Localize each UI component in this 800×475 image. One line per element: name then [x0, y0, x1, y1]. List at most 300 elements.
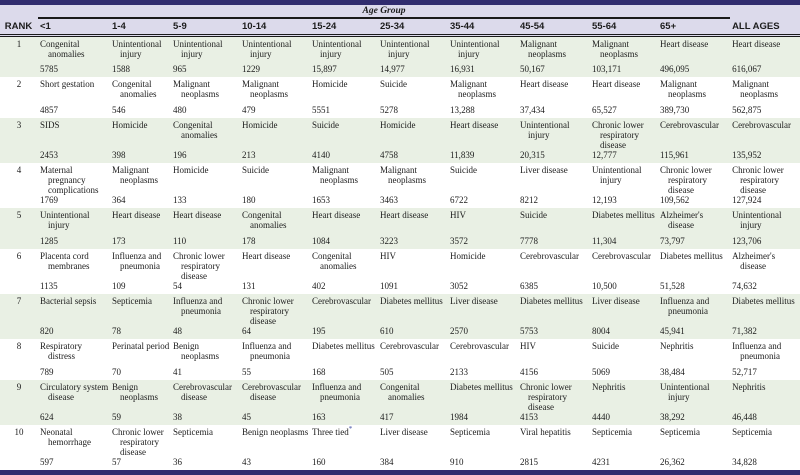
death-count: 64 — [242, 325, 251, 336]
cause-cell — [378, 118, 448, 163]
cause-label: Congenital anomalies — [242, 209, 287, 230]
cause-label: Benign neoplasms — [112, 381, 158, 402]
cause-label: Homicide — [312, 78, 348, 89]
death-count: 71,382 — [732, 325, 757, 336]
cause-cell — [378, 36, 448, 77]
cause-label: Suicide — [380, 78, 407, 89]
cause-cell — [658, 208, 730, 249]
cause-label: Unintentional injury — [520, 119, 570, 140]
death-count: 213 — [242, 149, 256, 160]
cause-label: Septicemia — [592, 426, 632, 437]
column-header-10-14: 10-14 — [240, 18, 310, 36]
cause-label: Heart disease — [380, 209, 429, 220]
death-count: 110 — [173, 235, 187, 246]
death-count: 1091 — [380, 280, 398, 291]
cause-cell — [171, 380, 240, 425]
cause-cell — [730, 163, 800, 208]
cause-label: Benign neoplasms — [242, 426, 309, 437]
cause-label: Unintentional injury — [732, 209, 782, 230]
death-count: 178 — [242, 235, 256, 246]
cause-label: Cerebrovascular disease — [242, 381, 301, 402]
cause-cell — [590, 425, 658, 470]
column-header-25-34: 25-34 — [378, 18, 448, 36]
cause-cell — [38, 36, 110, 77]
cause-cell — [171, 208, 240, 249]
death-count: 3223 — [380, 235, 398, 246]
cause-label: Influenza and pneumonia — [173, 295, 223, 316]
death-count: 1135 — [40, 280, 58, 291]
cause-cell — [448, 118, 518, 163]
age-group-title: Age Group — [38, 5, 730, 18]
cause-label: Homicide — [450, 250, 486, 261]
death-count: 610 — [380, 325, 394, 336]
cause-cell — [38, 380, 110, 425]
death-count: 73,797 — [660, 235, 685, 246]
cause-label: Heart disease — [112, 209, 161, 220]
cause-cell — [448, 36, 518, 77]
cause-label: Viral hepatitis — [520, 426, 571, 437]
cause-label: Heart disease — [173, 209, 222, 220]
cause-cell — [378, 163, 448, 208]
cause-label: Nephritis — [732, 381, 766, 392]
cause-label: Congenital anomalies — [380, 381, 425, 402]
column-header-rank: RANK — [0, 18, 38, 36]
column-header-all-ages: ALL AGES — [730, 18, 800, 36]
cause-cell — [310, 163, 378, 208]
cause-cell — [310, 118, 378, 163]
cause-label: Influenza and pneumonia — [312, 381, 362, 402]
death-count: 479 — [242, 104, 256, 115]
death-count: 505 — [380, 366, 394, 377]
death-count: 131 — [242, 280, 256, 291]
cause-label: Perinatal period — [112, 340, 170, 351]
death-count: 6722 — [450, 194, 468, 205]
death-count: 45,941 — [660, 325, 685, 336]
cause-label: Congenital anomalies — [40, 39, 85, 59]
cause-cell — [518, 208, 590, 249]
cause-label: Suicide — [520, 209, 547, 220]
cause-label: Unintentional injury — [242, 39, 292, 59]
cause-label: Malignant neoplasms — [732, 78, 779, 99]
rank-number: 1 — [0, 36, 38, 77]
cause-cell — [658, 77, 730, 118]
cause-label: Cerebrovascular disease — [173, 381, 232, 402]
cause-label: Cerebrovascular — [520, 250, 579, 261]
table-row — [0, 36, 800, 77]
cause-cell — [518, 425, 590, 470]
death-count: 20,315 — [520, 149, 545, 160]
death-count: 10,500 — [592, 280, 617, 291]
cause-label: Chronic lower respiratory disease — [592, 119, 644, 150]
cause-label: Homicide — [380, 119, 416, 130]
table-row — [0, 380, 800, 425]
age-group-row — [0, 5, 800, 18]
cause-cell — [518, 77, 590, 118]
death-count: 123,706 — [732, 235, 762, 246]
column-header-under-1: <1 — [38, 18, 110, 36]
cause-label: Influenza and pneumonia — [112, 250, 162, 271]
cause-cell — [171, 339, 240, 380]
death-count: 2133 — [450, 366, 468, 377]
death-count: 389,730 — [660, 104, 690, 115]
death-count: 57 — [112, 456, 121, 467]
death-count: 59 — [112, 411, 121, 422]
death-count: 820 — [40, 325, 54, 336]
death-count: 26,362 — [660, 456, 685, 467]
cause-cell — [448, 380, 518, 425]
cause-label: Influenza and pneumonia — [242, 340, 292, 361]
cause-cell — [110, 118, 171, 163]
cause-label: SIDS — [40, 119, 60, 130]
cause-label: Suicide — [592, 340, 619, 351]
death-count: 109,562 — [660, 194, 690, 205]
cause-label: Influenza and pneumonia — [660, 295, 710, 316]
cause-label: Unintentional injury — [40, 209, 90, 230]
cause-label: Congenital anomalies — [312, 250, 357, 271]
table-body — [0, 36, 800, 470]
cause-cell — [110, 77, 171, 118]
death-count: 50,167 — [520, 63, 545, 74]
cause-cell — [310, 249, 378, 294]
cause-label: HIV — [520, 340, 536, 351]
cause-cell — [590, 118, 658, 163]
cause-label: Nephritis — [660, 340, 694, 351]
cause-label: Short gestation — [40, 78, 95, 89]
death-count: 2570 — [450, 325, 468, 336]
cause-cell — [448, 249, 518, 294]
death-count: 789 — [40, 366, 54, 377]
cause-label: Malignant neoplasms — [592, 39, 638, 59]
cause-label: Cerebrovascular — [450, 340, 509, 351]
death-count: 3572 — [450, 235, 468, 246]
cause-label: Septicemia — [173, 426, 213, 437]
cause-label: Chronic lower respiratory disease — [242, 295, 294, 326]
cause-cell — [110, 425, 171, 470]
cause-cell — [518, 339, 590, 380]
death-count: 14,977 — [380, 63, 405, 74]
cause-cell — [730, 339, 800, 380]
cause-cell — [378, 77, 448, 118]
cause-label: Malignant neoplasms — [520, 39, 566, 59]
death-count: 13,288 — [450, 104, 475, 115]
death-count: 364 — [112, 194, 126, 205]
cause-cell — [590, 77, 658, 118]
cause-cell — [171, 77, 240, 118]
death-count: 5785 — [40, 63, 58, 74]
death-count: 65,527 — [592, 104, 617, 115]
cause-label: Malignant neoplasms — [450, 78, 496, 99]
cause-cell — [171, 163, 240, 208]
death-count: 45 — [242, 411, 251, 422]
death-count: 11,304 — [592, 235, 617, 246]
cause-cell — [658, 36, 730, 77]
death-count: 36 — [173, 456, 182, 467]
cause-label: Malignant neoplasms — [112, 164, 158, 185]
column-header-45-54: 45-54 — [518, 18, 590, 36]
cause-cell — [240, 118, 310, 163]
cause-label: Homicide — [242, 119, 278, 130]
footnote-marker: * — [348, 424, 353, 433]
cause-cell — [518, 118, 590, 163]
cause-cell — [658, 163, 730, 208]
death-count: 16,931 — [450, 63, 475, 74]
cause-label: Bacterial sepsis — [40, 295, 97, 306]
cause-label: Homicide — [112, 119, 148, 130]
death-count: 417 — [380, 411, 394, 422]
cause-label: Malignant neoplasms — [242, 78, 288, 99]
table-row — [0, 294, 800, 339]
death-count: 115,961 — [660, 149, 689, 160]
death-count: 37,434 — [520, 104, 545, 115]
death-count: 480 — [173, 104, 187, 115]
cause-cell — [310, 294, 378, 339]
death-count: 8004 — [592, 325, 610, 336]
cause-cell — [240, 294, 310, 339]
death-count: 1653 — [312, 194, 330, 205]
death-count: 34,828 — [732, 456, 757, 467]
cause-cell — [730, 118, 800, 163]
death-count: 41 — [173, 366, 182, 377]
cause-label: Chronic lower respiratory disease — [520, 381, 572, 412]
cause-label: Homicide — [173, 164, 209, 175]
cause-cell — [658, 118, 730, 163]
cause-label: Septicemia — [450, 426, 490, 437]
cause-label: Unintentional injury — [112, 39, 162, 59]
cause-label: Three tied* — [312, 424, 353, 437]
cause-cell — [448, 163, 518, 208]
rank-number: 8 — [0, 339, 38, 380]
cause-cell — [518, 249, 590, 294]
death-count: 48 — [173, 325, 182, 336]
cause-cell — [730, 249, 800, 294]
bottom-accent-bar — [0, 470, 800, 475]
cause-cell — [590, 294, 658, 339]
death-count: 4140 — [312, 149, 330, 160]
death-count: 1769 — [40, 194, 58, 205]
rank-number: 10 — [0, 425, 38, 470]
death-count: 43 — [242, 456, 251, 467]
death-count: 160 — [312, 456, 326, 467]
rank-number: 7 — [0, 294, 38, 339]
cause-label: Cerebrovascular — [732, 119, 792, 130]
table-row — [0, 425, 800, 470]
cause-cell — [730, 36, 800, 77]
table-row — [0, 339, 800, 380]
death-count: 5753 — [520, 325, 538, 336]
death-count: 12,777 — [592, 149, 617, 160]
cause-label: Heart disease — [242, 250, 291, 261]
cause-cell — [240, 163, 310, 208]
cause-cell — [240, 208, 310, 249]
cause-label: Chronic lower respiratory disease — [660, 164, 712, 195]
cause-cell — [110, 208, 171, 249]
rank-number: 2 — [0, 77, 38, 118]
cause-label: Nephritis — [592, 381, 626, 392]
cause-label: Malignant neoplasms — [312, 164, 358, 185]
cause-cell — [448, 339, 518, 380]
cause-cell — [658, 294, 730, 339]
cause-label: Suicide — [242, 164, 269, 175]
death-count: 168 — [312, 366, 326, 377]
cause-cell — [38, 339, 110, 380]
cause-cell — [38, 425, 110, 470]
cause-cell — [590, 36, 658, 77]
death-count: 597 — [40, 456, 54, 467]
cause-label: Diabetes mellitus — [450, 381, 513, 392]
cause-label: HIV — [380, 250, 396, 261]
cause-cell — [171, 36, 240, 77]
death-count: 173 — [112, 235, 126, 246]
cause-label: Circulatory system disease — [40, 381, 109, 402]
cause-cell — [378, 339, 448, 380]
death-count: 135,952 — [732, 149, 762, 160]
cause-cell — [171, 294, 240, 339]
cause-cell — [590, 208, 658, 249]
cause-label: Diabetes mellitus — [312, 340, 375, 351]
death-count: 127,924 — [732, 194, 762, 205]
cause-label: Heart disease — [660, 39, 709, 49]
cause-cell — [518, 294, 590, 339]
rank-number: 5 — [0, 208, 38, 249]
death-count: 965 — [173, 63, 187, 74]
death-count: 38,292 — [660, 411, 685, 422]
death-count: 38 — [173, 411, 182, 422]
cause-cell — [310, 425, 378, 470]
cause-label: Cerebrovascular — [660, 119, 719, 130]
death-count: 5278 — [380, 104, 398, 115]
cause-cell — [240, 339, 310, 380]
cause-cell — [240, 77, 310, 118]
cause-label: Liver disease — [380, 426, 428, 437]
table-header — [0, 5, 800, 36]
death-count: 3052 — [450, 280, 468, 291]
death-count: 109 — [112, 280, 126, 291]
cause-label: Malignant neoplasms — [660, 78, 706, 99]
table-row — [0, 163, 800, 208]
cause-label: Alzheimer's disease — [732, 250, 776, 271]
cause-label: Septicemia — [660, 426, 700, 437]
death-count: 402 — [312, 280, 326, 291]
cause-label: Cerebrovascular — [380, 340, 439, 351]
cause-label: Liver disease — [592, 295, 640, 306]
cause-label: Unintentional injury — [450, 39, 500, 59]
death-count: 163 — [312, 411, 326, 422]
cause-cell — [378, 208, 448, 249]
cause-label: Maternal pregnancy complications — [40, 164, 99, 195]
death-count: 12,193 — [592, 194, 617, 205]
cause-label: Cerebrovascular — [312, 295, 371, 306]
cause-cell — [110, 249, 171, 294]
death-count: 78 — [112, 325, 121, 336]
cause-cell — [38, 208, 110, 249]
death-count: 52,717 — [732, 366, 757, 377]
cause-cell — [590, 339, 658, 380]
death-count: 8212 — [520, 194, 538, 205]
cause-cell — [658, 339, 730, 380]
cause-cell — [448, 294, 518, 339]
death-count: 1285 — [40, 235, 58, 246]
cause-label: Diabetes mellitus — [732, 295, 795, 306]
death-count: 38,484 — [660, 366, 685, 377]
death-count: 4440 — [592, 411, 610, 422]
death-count: 51,528 — [660, 280, 685, 291]
cause-cell — [448, 77, 518, 118]
cause-label: Septicemia — [732, 426, 773, 437]
cause-label: Placenta cord membranes — [40, 250, 90, 271]
death-count: 910 — [450, 456, 464, 467]
death-count: 2815 — [520, 456, 538, 467]
death-count: 4156 — [520, 366, 538, 377]
cause-label: Alzheimer's disease — [660, 209, 704, 230]
death-count: 1984 — [450, 411, 468, 422]
death-count: 4758 — [380, 149, 398, 160]
cause-label: Unintentional injury — [660, 381, 710, 402]
cause-cell — [518, 36, 590, 77]
cause-label: Chronic lower respiratory disease — [732, 164, 784, 195]
cause-cell — [110, 339, 171, 380]
death-count: 2453 — [40, 149, 58, 160]
cause-label: Malignant neoplasms — [380, 164, 426, 185]
rank-number: 6 — [0, 249, 38, 294]
death-count: 133 — [173, 194, 187, 205]
death-count: 496,095 — [660, 63, 690, 74]
death-count: 4153 — [520, 411, 538, 422]
cause-label: Heart disease — [732, 39, 781, 49]
cause-label: Neonatal hemorrhage — [40, 426, 91, 447]
cause-label: Suicide — [312, 119, 339, 130]
cause-cell — [240, 249, 310, 294]
cause-label: Cerebrovascular — [592, 250, 651, 261]
death-count: 103,171 — [592, 63, 622, 74]
cause-cell — [518, 163, 590, 208]
death-count: 5551 — [312, 104, 330, 115]
cause-label: Respiratory distress — [40, 340, 82, 361]
cause-cell — [171, 249, 240, 294]
cause-label: Unintentional injury — [592, 164, 642, 185]
cause-cell — [171, 425, 240, 470]
death-count: 562,875 — [732, 104, 762, 115]
death-count: 3463 — [380, 194, 398, 205]
cause-label: Heart disease — [520, 78, 569, 89]
cause-cell — [448, 208, 518, 249]
cause-cell — [730, 208, 800, 249]
column-header-1-4: 1-4 — [110, 18, 171, 36]
cause-cell — [658, 249, 730, 294]
cause-label: Diabetes mellitus — [592, 209, 655, 220]
death-count: 1588 — [112, 63, 130, 74]
cause-cell — [378, 294, 448, 339]
column-header-55-64: 55-64 — [590, 18, 658, 36]
death-count: 74,632 — [732, 280, 757, 291]
death-count: 546 — [112, 104, 126, 115]
death-count: 11,839 — [450, 149, 475, 160]
cause-cell — [38, 294, 110, 339]
cause-label: Chronic lower respiratory disease — [173, 250, 225, 281]
age-group-row-spacer-right — [730, 5, 800, 18]
death-count: 180 — [242, 194, 256, 205]
cause-label: Influenza and pneumonia — [732, 340, 782, 361]
cause-label: Benign neoplasms — [173, 340, 219, 361]
cause-cell — [730, 425, 800, 470]
table-row — [0, 208, 800, 249]
cause-cell — [590, 163, 658, 208]
cause-label: Heart disease — [592, 78, 641, 89]
death-count: 6385 — [520, 280, 538, 291]
cause-cell — [658, 380, 730, 425]
death-count: 616,067 — [732, 63, 762, 74]
rank-number: 4 — [0, 163, 38, 208]
cause-label: Congenital anomalies — [173, 119, 218, 140]
